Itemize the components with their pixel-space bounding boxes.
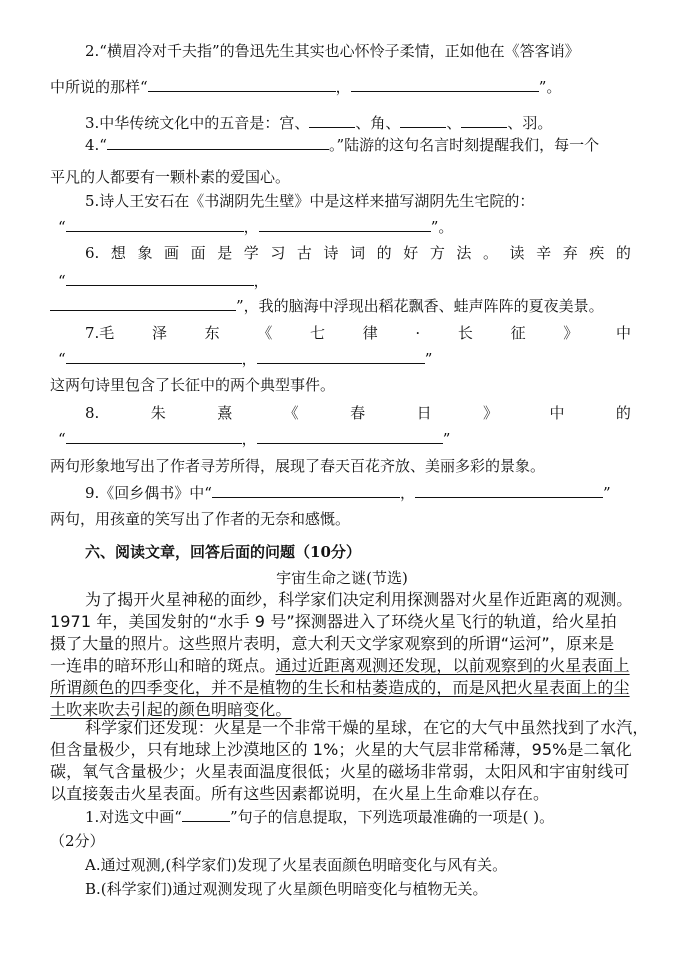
q7-char: 7.毛 xyxy=(85,324,115,342)
q6-line2 xyxy=(58,270,269,292)
q9-line2: 两句，用孩童的笑写出了作者的无奈和感慨。 xyxy=(50,510,351,528)
q2-mid: ， xyxy=(335,78,351,96)
q6-char: 习 xyxy=(270,244,286,262)
q2-pre: 中所说的那样“ xyxy=(50,78,148,96)
q8-line3: 两句形象地写出了作者寻芳所得，展现了春天百花齐放、美丽多彩的景象。 xyxy=(50,457,546,475)
question1-pre: 1.对选文中画“ xyxy=(85,808,182,826)
q7-char: 泽 xyxy=(151,324,167,342)
q8-line2 xyxy=(58,428,450,450)
q2-line1: 2.“横眉冷对千夫指”的鲁迅先生其实也心怀怜子柔情，正如他在《答客诮》 xyxy=(85,42,580,60)
q3-s2: 、 xyxy=(446,114,462,132)
p1-line2: 1971 年，美国发射的“水手 9 号”探测器进入了环绕火星飞行的轨道，给火星拍 xyxy=(50,612,617,631)
q3-blank-1[interactable] xyxy=(309,113,355,128)
q8-blank-1[interactable] xyxy=(66,429,242,444)
q7-line3: 这两句诗里包含了长征中的两个典型事件。 xyxy=(50,376,336,394)
q5-blank-2[interactable] xyxy=(259,217,431,232)
q6-char: 的 xyxy=(376,244,392,262)
q8-char: 日 xyxy=(416,404,432,422)
q6-char: 疾 xyxy=(589,244,605,262)
q3-s1: 、角、 xyxy=(355,114,401,132)
q8-post: ” xyxy=(442,430,451,448)
q6-char: 读 xyxy=(509,244,525,262)
q6-blank-2[interactable] xyxy=(50,296,236,311)
question1-score: （2分） xyxy=(50,832,105,850)
q4-post: 。”陆游的这句名言时刻提醒我们，每一个 xyxy=(328,136,600,154)
q6-char: 好 xyxy=(403,244,419,262)
q7-mid: ， xyxy=(241,350,257,368)
q3-pre: 3.中华传统文化中的五音是：宫、 xyxy=(85,114,310,132)
q2-line2 xyxy=(50,76,561,98)
q8-char: 春 xyxy=(350,404,366,422)
q8-char: 朱 xyxy=(150,404,166,422)
p1-line1: 为了揭开火星神秘的面纱，科学家们决定利用探测器对火星作近距离的观测。 xyxy=(85,590,633,609)
q6-comma: ， xyxy=(253,272,269,290)
q6-char: 的 xyxy=(615,244,631,262)
q4-pre: 4.“ xyxy=(85,136,107,154)
underlined-sentence-end: 土吹来吹去引起的颜色明暗变化。 xyxy=(50,700,292,719)
q5-blank-1[interactable] xyxy=(66,217,244,232)
q6-post: ”，我的脑海中浮现出稻花飘香、蛙声阵阵的夏夜美景。 xyxy=(236,297,604,315)
q7-blank-1[interactable] xyxy=(66,349,242,364)
q3-line xyxy=(85,112,552,134)
q8-char: 8. xyxy=(85,404,100,422)
p2-line1: 科学家们还发现：火星是一个非常干燥的星球，在它的大气中虽然找到了水汽， xyxy=(85,718,649,737)
q4-blank[interactable] xyxy=(107,135,329,150)
q7-char: 征 xyxy=(510,324,526,342)
q6-char: 诗 xyxy=(323,244,339,262)
q6-line3 xyxy=(50,295,604,317)
q7-char: 东 xyxy=(204,324,220,342)
passage-title: 宇宙生命之谜(节选) xyxy=(276,569,408,587)
q7-blank-2[interactable] xyxy=(257,349,425,364)
q3-blank-3[interactable] xyxy=(461,113,507,128)
p1-line3: 摄了大量的照片。这些照片表明，意大利天文学家观察到的所谓“运河”，原来是 xyxy=(50,634,615,653)
q2-blank-1[interactable] xyxy=(148,77,336,92)
p1-line4-a: 一连串的暗环形山和暗的斑点。 xyxy=(50,656,276,675)
q7-char: 长 xyxy=(457,324,473,342)
q8-char: 《 xyxy=(283,404,299,422)
q8-blank-2[interactable] xyxy=(257,429,443,444)
p2-line2: 但含量极少，只有地球上沙漠地区的 1%；火星的大气层非常稀薄，95%是二氧化 xyxy=(50,740,632,759)
q8-line1 xyxy=(85,402,631,424)
q6-char: 是 xyxy=(217,244,233,262)
section6-heading: 六、阅读文章，回答后面的问题（10分） xyxy=(85,543,361,561)
q7-line2 xyxy=(58,348,432,370)
option-b[interactable]: B.(科学家们)通过观测发现了火星颜色明暗变化与植物无关。 xyxy=(85,880,488,898)
question1-stem xyxy=(85,806,554,828)
q6-char: 学 xyxy=(243,244,259,262)
p1-line4 xyxy=(50,654,630,677)
q2-blank-2[interactable] xyxy=(351,77,539,92)
q9-line1 xyxy=(85,482,611,504)
q9-mid: ， xyxy=(399,484,415,502)
q7-char: 》 xyxy=(563,324,579,342)
q5-mid: ， xyxy=(243,218,259,236)
q7-char: 律 xyxy=(362,324,378,342)
q9-blank-2[interactable] xyxy=(415,483,603,498)
q6-char: 弃 xyxy=(562,244,578,262)
q3-blank-2[interactable] xyxy=(400,113,446,128)
q7-char: · xyxy=(415,324,421,342)
q4-line2: 平凡的人都要有一颗朴素的爱国心。 xyxy=(50,168,291,186)
q9-post: ” xyxy=(603,484,611,502)
q7-line1 xyxy=(85,322,631,344)
option-a[interactable]: A.通过观测,(科学家们)发现了火星表面颜色明暗变化与风有关。 xyxy=(85,856,508,874)
q6-char: 面 xyxy=(190,244,206,262)
q6-char: 古 xyxy=(296,244,312,262)
question1-post: ”句子的信息提取，下列选项最准确的一项是( )。 xyxy=(229,808,555,826)
underlined-sentence-mid: 所谓颜色的四季变化，并不是植物的生长和枯萎造成的，而是风把火星表面上的尘 xyxy=(50,678,630,697)
q9-pre: 9.《回乡偶书》中“ xyxy=(85,484,212,502)
q6-char: 。 xyxy=(482,244,498,262)
q8-char: 中 xyxy=(549,404,565,422)
p2-line3: 碳，氧气含量极少；火星表面温度很低；火星的磁场非常弱，太阳风和宇宙射线可 xyxy=(50,762,630,781)
q8-char: 》 xyxy=(483,404,499,422)
q7-char: 七 xyxy=(310,324,326,342)
q6-pre: “ xyxy=(58,272,66,290)
q6-char: 方 xyxy=(429,244,445,262)
p2-line4: 以直接轰击火星表面。所有这些因素都说明，在火星上生命难以存在。 xyxy=(50,784,550,803)
q8-mid: ， xyxy=(241,430,257,448)
q7-char: 《 xyxy=(257,324,273,342)
q2-post: ”。 xyxy=(538,78,562,96)
q8-pre: “ xyxy=(58,430,66,448)
q6-char: 想 xyxy=(110,244,126,262)
q5-line1: 5.诗人王安石在《书湖阴先生壁》中是这样来描写湖阴先生宅院的： xyxy=(85,192,535,210)
q6-char: 法 xyxy=(456,244,472,262)
q6-char: 6. xyxy=(85,244,100,262)
q7-char: 中 xyxy=(615,324,631,342)
q5-pre: “ xyxy=(58,218,66,236)
q4-line1 xyxy=(85,134,599,156)
q7-post: ” xyxy=(424,350,433,368)
q6-char: 辛 xyxy=(536,244,552,262)
q5-line2 xyxy=(58,216,453,238)
q6-char: 画 xyxy=(164,244,180,262)
q8-char: 熹 xyxy=(217,404,233,422)
q8-char: 的 xyxy=(615,404,631,422)
q5-post: ”。 xyxy=(430,218,454,236)
q6-char: 词 xyxy=(350,244,366,262)
question1-blank xyxy=(182,807,230,822)
q9-blank-1[interactable] xyxy=(212,483,400,498)
q6-blank-1[interactable] xyxy=(66,271,254,286)
underlined-sentence-start: 通过近距离观测还发现，以前观察到的火星表面上 xyxy=(275,656,630,675)
q6-line1 xyxy=(85,242,631,264)
q3-post: 、羽。 xyxy=(507,114,553,132)
q7-pre: “ xyxy=(58,350,66,368)
q6-char: 象 xyxy=(137,244,153,262)
